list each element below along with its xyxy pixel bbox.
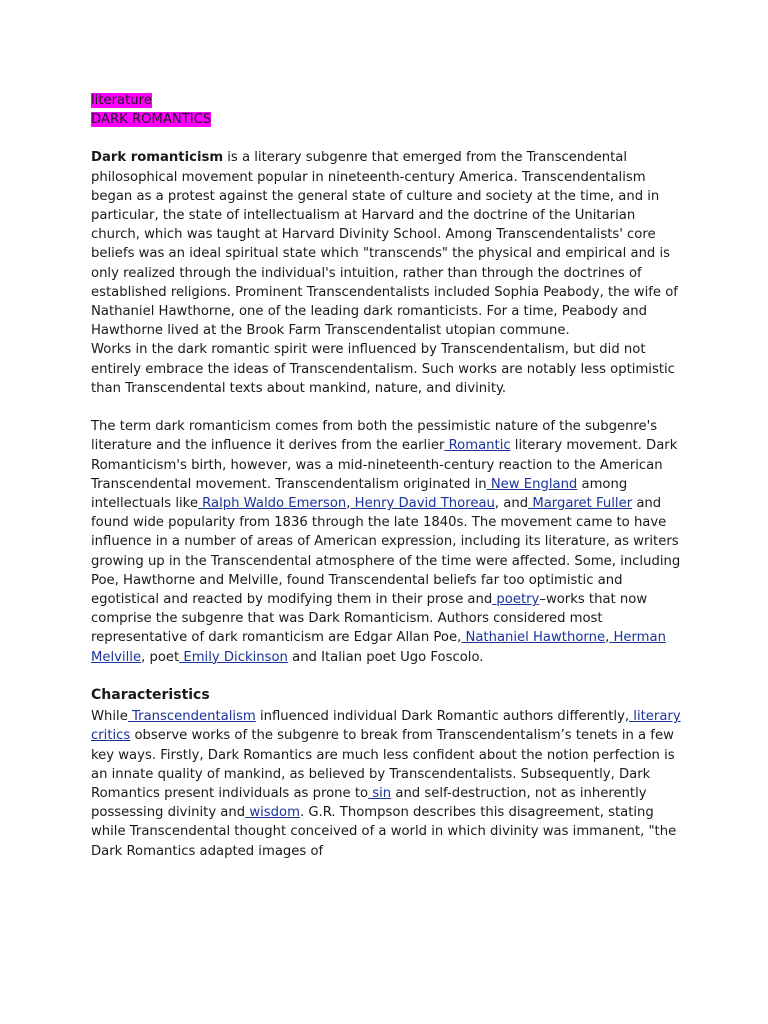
paragraph-works: Works in the dark romantic spirit were influenced by Transcendentalism, but did not entirely embrace the ideas of Transcendentalism. Such works are notably less optimistic than Transcendental texts about mankind, nature, and divinity. <box>91 342 675 396</box>
text-run: among intellectuals like <box>91 476 628 512</box>
term-bold: Dark romanticism <box>91 150 224 166</box>
link-thoreau[interactable]: Henry David Thoreau <box>350 496 495 512</box>
document-page <box>91 91 686 861</box>
text-run: –works that now comprise the subgenre that was Dark Romanticism. Authors considered most representative of dark romanticism are Edgar Allan Poe, <box>91 592 648 646</box>
link-sin[interactable]: sin <box>368 786 392 802</box>
link-new-england[interactable]: New England <box>486 476 578 492</box>
document-title: DARK ROMANTICS <box>91 112 212 128</box>
link-hawthorne[interactable]: Nathaniel Hawthorne <box>461 630 606 646</box>
text-run: and found wide popularity from 1836 through the late 1840s. The movement came to have influence in a number of areas of American expression, including its literature, as writers growing up in the Transcendental atmosphere of the time were affected. Some, including Poe, Hawthorne and Melville, found Transcendental beliefs far too optimistic and egotistical and reacted by modifying them in their prose and <box>91 496 681 608</box>
text-run: . G.R. Thompson describes this disagreement, stating while Transcendental thought conceived of a world in which divinity was immanent, "the Dark Romantics adapted images of <box>91 805 677 859</box>
paragraph-characteristics <box>91 707 686 861</box>
text-run: , <box>346 496 351 512</box>
category-label: literature <box>91 93 152 108</box>
text-run: and self-destruction, not as inherently possessing divinity and <box>91 786 647 821</box>
link-melville[interactable]: Herman Melville <box>91 630 666 665</box>
text-run: , poet <box>141 649 180 665</box>
paragraph-term <box>91 417 686 667</box>
paragraph-intro <box>91 148 686 340</box>
link-literary-critics[interactable]: literary critics <box>91 709 681 744</box>
text-run: While <box>91 709 128 725</box>
text-run: , <box>605 630 610 646</box>
text-run: literary movement. Dark Romanticism's birth, however, was a mid-nineteenth-century reaction to the American Transcendental movement. Transcendentalism originated in <box>91 438 678 492</box>
text-run: and Italian poet Ugo Foscolo. <box>287 649 484 665</box>
text-run: , and <box>494 496 529 512</box>
text-run: The term dark romanticism comes from both the pessimistic nature of the subgenre's literature and the influence it derives from the earlier <box>91 419 658 454</box>
link-wisdom[interactable]: wisdom <box>245 805 300 821</box>
text-run: influenced individual Dark Romantic authors differently, <box>255 709 630 725</box>
link-fuller[interactable]: Margaret Fuller <box>528 496 633 512</box>
link-emerson[interactable]: Ralph Waldo Emerson <box>197 496 347 512</box>
section-heading-characteristics: Characteristics <box>91 687 210 704</box>
link-romantic[interactable]: Romantic <box>444 438 511 454</box>
link-poetry[interactable]: poetry <box>492 592 540 608</box>
paragraph-intro-text: is a literary subgenre that emerged from the Transcendental philosophical movement popular in nineteenth-century America. Transcendentalism began as a protest against the general state of culture and society at the time, and in particular, the state of intellectualism at Harvard and the doctrine of the Unitarian church, which was taught at Harvard Divinity School. Among Transcendentalists' core beliefs was an ideal spiritual state which "transcends" the physical and empirical and is only realized through the individual's intuition, rather than through the doctrines of established religions. Prominent Transcendentalists included Sophia Peabody, the wife of Nathaniel Hawthorne, one of the leading dark romanticists. For a time, Peabody and Hawthorne lived at the Brook Farm Transcendentalist utopian commune. <box>91 150 678 339</box>
link-dickinson[interactable]: Emily Dickinson <box>179 649 288 665</box>
document-header <box>91 91 686 129</box>
text-run: observe works of the subgenre to break from Transcendentalism’s tenets in a few key ways. Firstly, Dark Romantics are much less confident about the notion perfection is an innate quality of mankind, as believed by Transcendentalists. Subsequently, Dark Romantics present individuals as prone to <box>91 728 675 802</box>
link-transcendentalism[interactable]: Transcendentalism <box>127 709 256 725</box>
